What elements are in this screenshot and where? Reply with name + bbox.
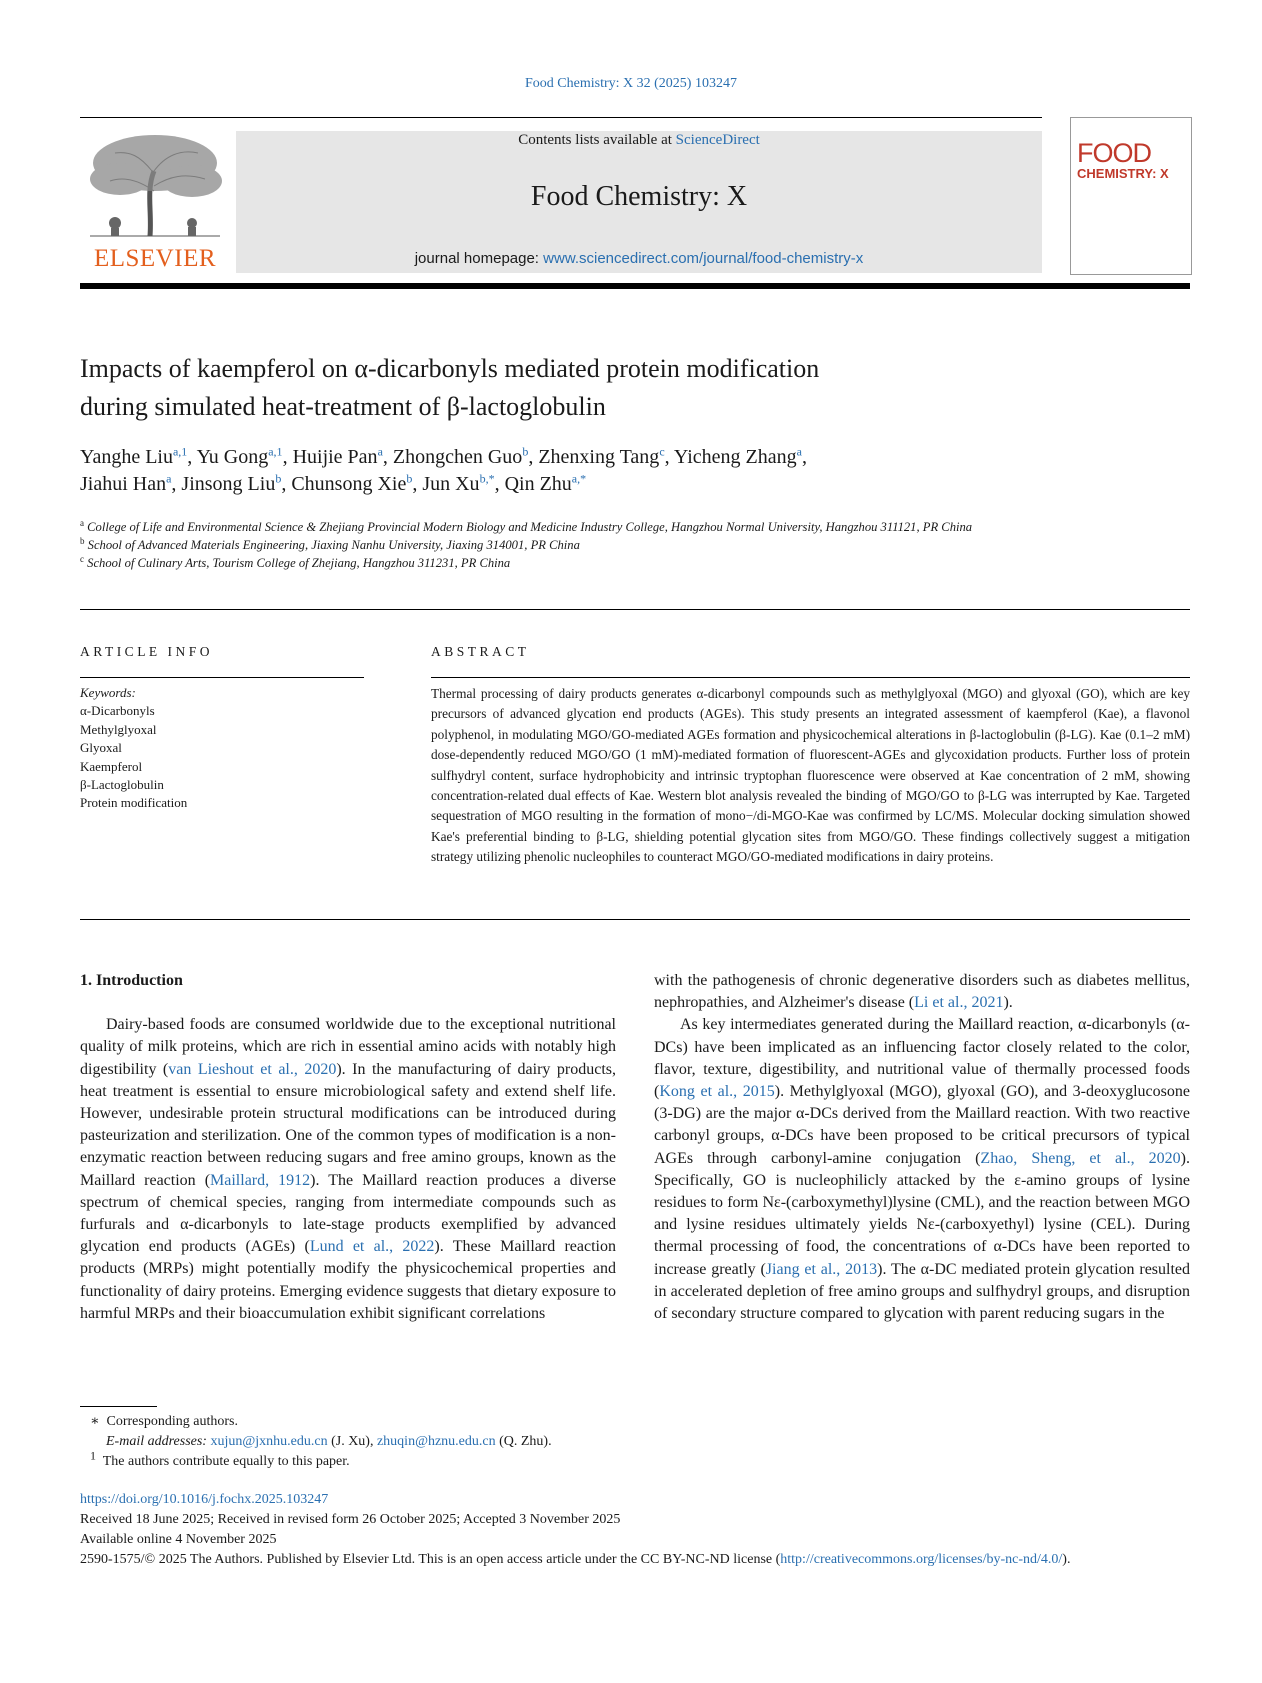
keyword[interactable]: Glyoxal bbox=[80, 740, 122, 756]
journal-cover-thumbnail[interactable] bbox=[1070, 117, 1192, 275]
citation-link[interactable]: Li et al., 2021 bbox=[914, 994, 1004, 1012]
keyword[interactable]: Methylglyoxal bbox=[80, 721, 157, 737]
article-info-heading: ARTICLE INFO bbox=[80, 644, 214, 659]
keyword[interactable]: α-Dicarbonyls bbox=[80, 703, 155, 719]
article-info-rule bbox=[80, 677, 364, 678]
footnotes bbox=[90, 1412, 990, 1472]
received-dates: Received 18 June 2025; Received in revised form 26 October 2025; Accepted 3 November 2025 bbox=[80, 1512, 621, 1527]
doi-link[interactable]: https://doi.org/10.1016/j.fochx.2025.103247 bbox=[80, 1492, 329, 1507]
journal-banner bbox=[236, 131, 1042, 273]
journal-masthead bbox=[80, 131, 1200, 273]
article-title bbox=[80, 350, 1080, 426]
homepage-prefix: journal homepage: bbox=[414, 250, 544, 267]
sciencedirect-link[interactable]: ScienceDirect bbox=[675, 132, 760, 148]
author[interactable]: Qin Zhu$^{a,*}$ bbox=[504, 471, 587, 495]
paragraph: As key intermediates generated during the Maillard reaction, α-dicarbonyls (α-DCs) have been implicated as an influencing factor closely related to the color, flavor, texture, digestibility, and nutritional value of thermally processed foods (Kong et al., 2015). Methylglyoxal (MGO), glyoxal (GO), and 3-deoxyglucosone (3-DG) are the major α-DCs derived from the Maillard reaction. With two reactive carbonyl groups, α-DCs have been proposed to be critical precursors of typical AGEs through carbonyl-amine conjugation (Zhao, Sheng, et al., 2020). Specifically, GO is nucleophilicly attacked by the ε-amino groups of lysine residues to form Nε-(carboxymethyl)lysine (CML), and the reaction between MGO and lysine residues ultimately yields Nε-(carboxyethyl) lysine (CEL). During thermal processing of food, the concentrations of α-DCs have been reported to increase greatly (Jiang et al., 2013). The α-DC mediated protein glycation resulted in accelerated depletion of free amino groups and sulfhydryl groups, and disruption of secondary structure compared to glycation with parent reducing sugars in the bbox=[654, 1016, 1191, 1323]
footnote-emails: E-mail addresses: xujun@jxnhu.edu.cn (J. Xu), zhuqin@hznu.edu.cn (Q. Zhu). bbox=[106, 1434, 552, 1449]
cover-title-food: FOOD bbox=[1077, 138, 1151, 168]
keyword[interactable]: Protein modification bbox=[80, 795, 188, 811]
keywords-block bbox=[80, 684, 360, 813]
author[interactable]: Jinsong Liu$^b$, bbox=[181, 471, 292, 495]
section-divider bbox=[80, 609, 1190, 610]
keyword[interactable]: Kaempferol bbox=[80, 758, 143, 774]
body-column-left bbox=[80, 970, 616, 1325]
footnote-equal-contribution: $^1$ The authors contribute equally to this paper. bbox=[90, 1448, 350, 1469]
author[interactable]: Jiahui Han$^a$, bbox=[80, 471, 182, 495]
license-statement: 2590-1575/© 2025 The Authors. Published by Elsevier Ltd. This is an open access article under the CC BY-NC-ND license (http://creativecommons.org/licenses/by-nc-nd/4.0/). bbox=[80, 1552, 1071, 1567]
journal-citation[interactable]: Food Chemistry: X 32 (2025) 103247 bbox=[525, 76, 737, 91]
author-list bbox=[80, 444, 1080, 498]
tree-icon bbox=[80, 131, 230, 239]
homepage-link[interactable]: www.sciencedirect.com/journal/food-chemistry-x bbox=[543, 250, 864, 267]
keywords-label: Keywords: bbox=[80, 685, 136, 700]
affiliation-a: $^a$ College of Life and Environmental Science & Zhejiang Provincial Modern Biology and Medicine Industry College, Hangzhou Normal University, Hangzhou 311121, PR China bbox=[80, 517, 973, 534]
header-rule bbox=[80, 117, 1042, 118]
citation-link[interactable]: Kong et al., 2015 bbox=[659, 1083, 775, 1101]
citation-link[interactable]: Zhao, Sheng, et al., 2020 bbox=[980, 1149, 1181, 1167]
elsevier-wordmark: ELSEVIER bbox=[93, 245, 217, 272]
author[interactable]: Yanghe Liu$^{a,1}$, bbox=[80, 444, 197, 468]
abstract-rule bbox=[431, 677, 1190, 678]
journal-homepage bbox=[236, 250, 1042, 267]
paragraph: with the pathogenesis of chronic degenerative disorders such as diabetes mellitus, nephropathies, and Alzheimer's disease (Li et al., 2021). bbox=[654, 972, 1190, 1012]
contents-line bbox=[236, 132, 1042, 149]
email-link[interactable]: zhuqin@hznu.edu.cn bbox=[376, 1434, 496, 1449]
abstract-text: Thermal processing of dairy products generates α-dicarbonyl compounds such as methylglyoxal (MGO) and glyoxal (GO), which are key precursors of advanced glycation end products (AGEs). This study presents an integrated assessment of kaempferol (Kae), a flavonol polyphenol, in modulating MGO/GO-mediated AGEs formation and physicochemical alterations in β-lactoglobulin (β-LG). Kae (0.1–2 mM) dose-dependently reduced MGO/GO (1 mM)-mediated formation of fluorescent-AGEs and glycoxidation products. Further loss of protein sulfhydryl content, surface hydrophobicity and intrinsic tryptophan fluorescence were observed at Kae concentration of 2 mM, showing concentration-related dual effects of Kae. Western blot analysis revealed the binding of MGO/GO to β-LG was interrupted by Kae. Targeted sequestration of MGO resulting in the formation of mono−/di-MGO-Kae was confirmed by LC/MS. Molecular docking simulation showed Kae's preferential binding to β-LG, shielding potential glycation sites from MGO/GO. These findings collectively suggest a mitigation strategy utilizing phenolic nucleophiles to counteract MGO/GO-mediated modifications in dairy proteins. bbox=[431, 686, 1190, 865]
asterisk-icon: ∗ bbox=[90, 1414, 100, 1429]
affiliation-c: $^c$ School of Culinary Arts, Tourism College of Zhejiang, Hangzhou 311231, PR China bbox=[80, 553, 511, 570]
contents-prefix: Contents lists available at bbox=[518, 132, 676, 148]
footnote-corresponding: ∗ Corresponding authors. bbox=[90, 1414, 238, 1429]
author[interactable]: Zhenxing Tang$^c$, bbox=[538, 444, 674, 468]
paragraph: Dairy-based foods are consumed worldwide due to the exceptional nutritional quality of milk proteins, which are rich in essential amino acids with notably high digestibility (van Lieshout et al., 2020). In the manufacturing of dairy products, heat treatment is essential to ensure microbiological safety and extend shelf life. However, undesirable protein structural modifications can be introduced during pasteurization and sterilization. One of the common types of modification is a non-enzymatic reaction between reducing sugars and free amino groups, known as the Maillard reaction (Maillard, 1912). The Maillard reaction produces a diverse spectrum of chemical species, ranging from intermediate compounds such as furfurals and α-dicarbonyls to late-stage products exemplified by advanced glycation end products (AGEs) (Lund et al., 2022). These Maillard reaction products (MRPs) might potentially modify the physicochemical properties and functionality of dairy proteins. Emerging evidence suggests that dietary exposure to harmful MRPs and their bioaccumulation exhibit significant correlations bbox=[80, 1016, 617, 1322]
license-link[interactable]: http://creativecommons.org/licenses/by-nc-nd/4.0/ bbox=[780, 1552, 1063, 1567]
body-column-right bbox=[654, 970, 1190, 1325]
email-link[interactable]: xujun@jxnhu.edu.cn bbox=[210, 1434, 328, 1449]
affiliation-b: $^b$ School of Advanced Materials Engineering, Jiaxing Nanhu University, Jiaxing 314001, PR China bbox=[80, 535, 580, 552]
affiliations bbox=[80, 518, 1060, 572]
author[interactable]: Yu Gong$^{a,1}$, bbox=[196, 444, 293, 468]
cover-title-chemistry: CHEMISTRY: X bbox=[1077, 166, 1169, 181]
citation-link[interactable]: Jiang et al., 2013 bbox=[765, 1260, 878, 1278]
header-thick-rule bbox=[80, 283, 1190, 289]
citation-link[interactable]: Maillard, 1912 bbox=[210, 1171, 311, 1189]
title-line-2: during simulated heat-treatment of β-lactoglobulin bbox=[80, 392, 606, 421]
abstract-heading: ABSTRACT bbox=[431, 644, 530, 659]
citation-link[interactable]: van Lieshout et al., 2020 bbox=[168, 1060, 337, 1078]
citation-link[interactable]: Lund et al., 2022 bbox=[309, 1238, 435, 1256]
author[interactable]: Zhongchen Guo$^b$, bbox=[392, 444, 539, 468]
author[interactable]: Chunsong Xie$^b$, bbox=[291, 471, 423, 495]
keyword[interactable]: β-Lactoglobulin bbox=[80, 777, 164, 793]
author[interactable]: Yicheng Zhang$^a$, bbox=[673, 444, 807, 468]
elsevier-logo[interactable] bbox=[80, 131, 240, 273]
footnote-rule bbox=[80, 1406, 157, 1407]
journal-name: Food Chemistry: X bbox=[530, 181, 748, 212]
title-line-1: Impacts of kaempferol on α-dicarbonyls mediated protein modification bbox=[80, 354, 820, 383]
section-heading-introduction: 1. Introduction bbox=[80, 972, 183, 989]
author[interactable]: Jun $Xu^{b,*}$, bbox=[422, 471, 505, 495]
available-online: Available online 4 November 2025 bbox=[80, 1532, 277, 1547]
abstract-bottom-rule bbox=[80, 919, 1190, 920]
publication-info bbox=[80, 1490, 1190, 1570]
author[interactable]: Huijie Pan$^a$, bbox=[292, 444, 393, 468]
